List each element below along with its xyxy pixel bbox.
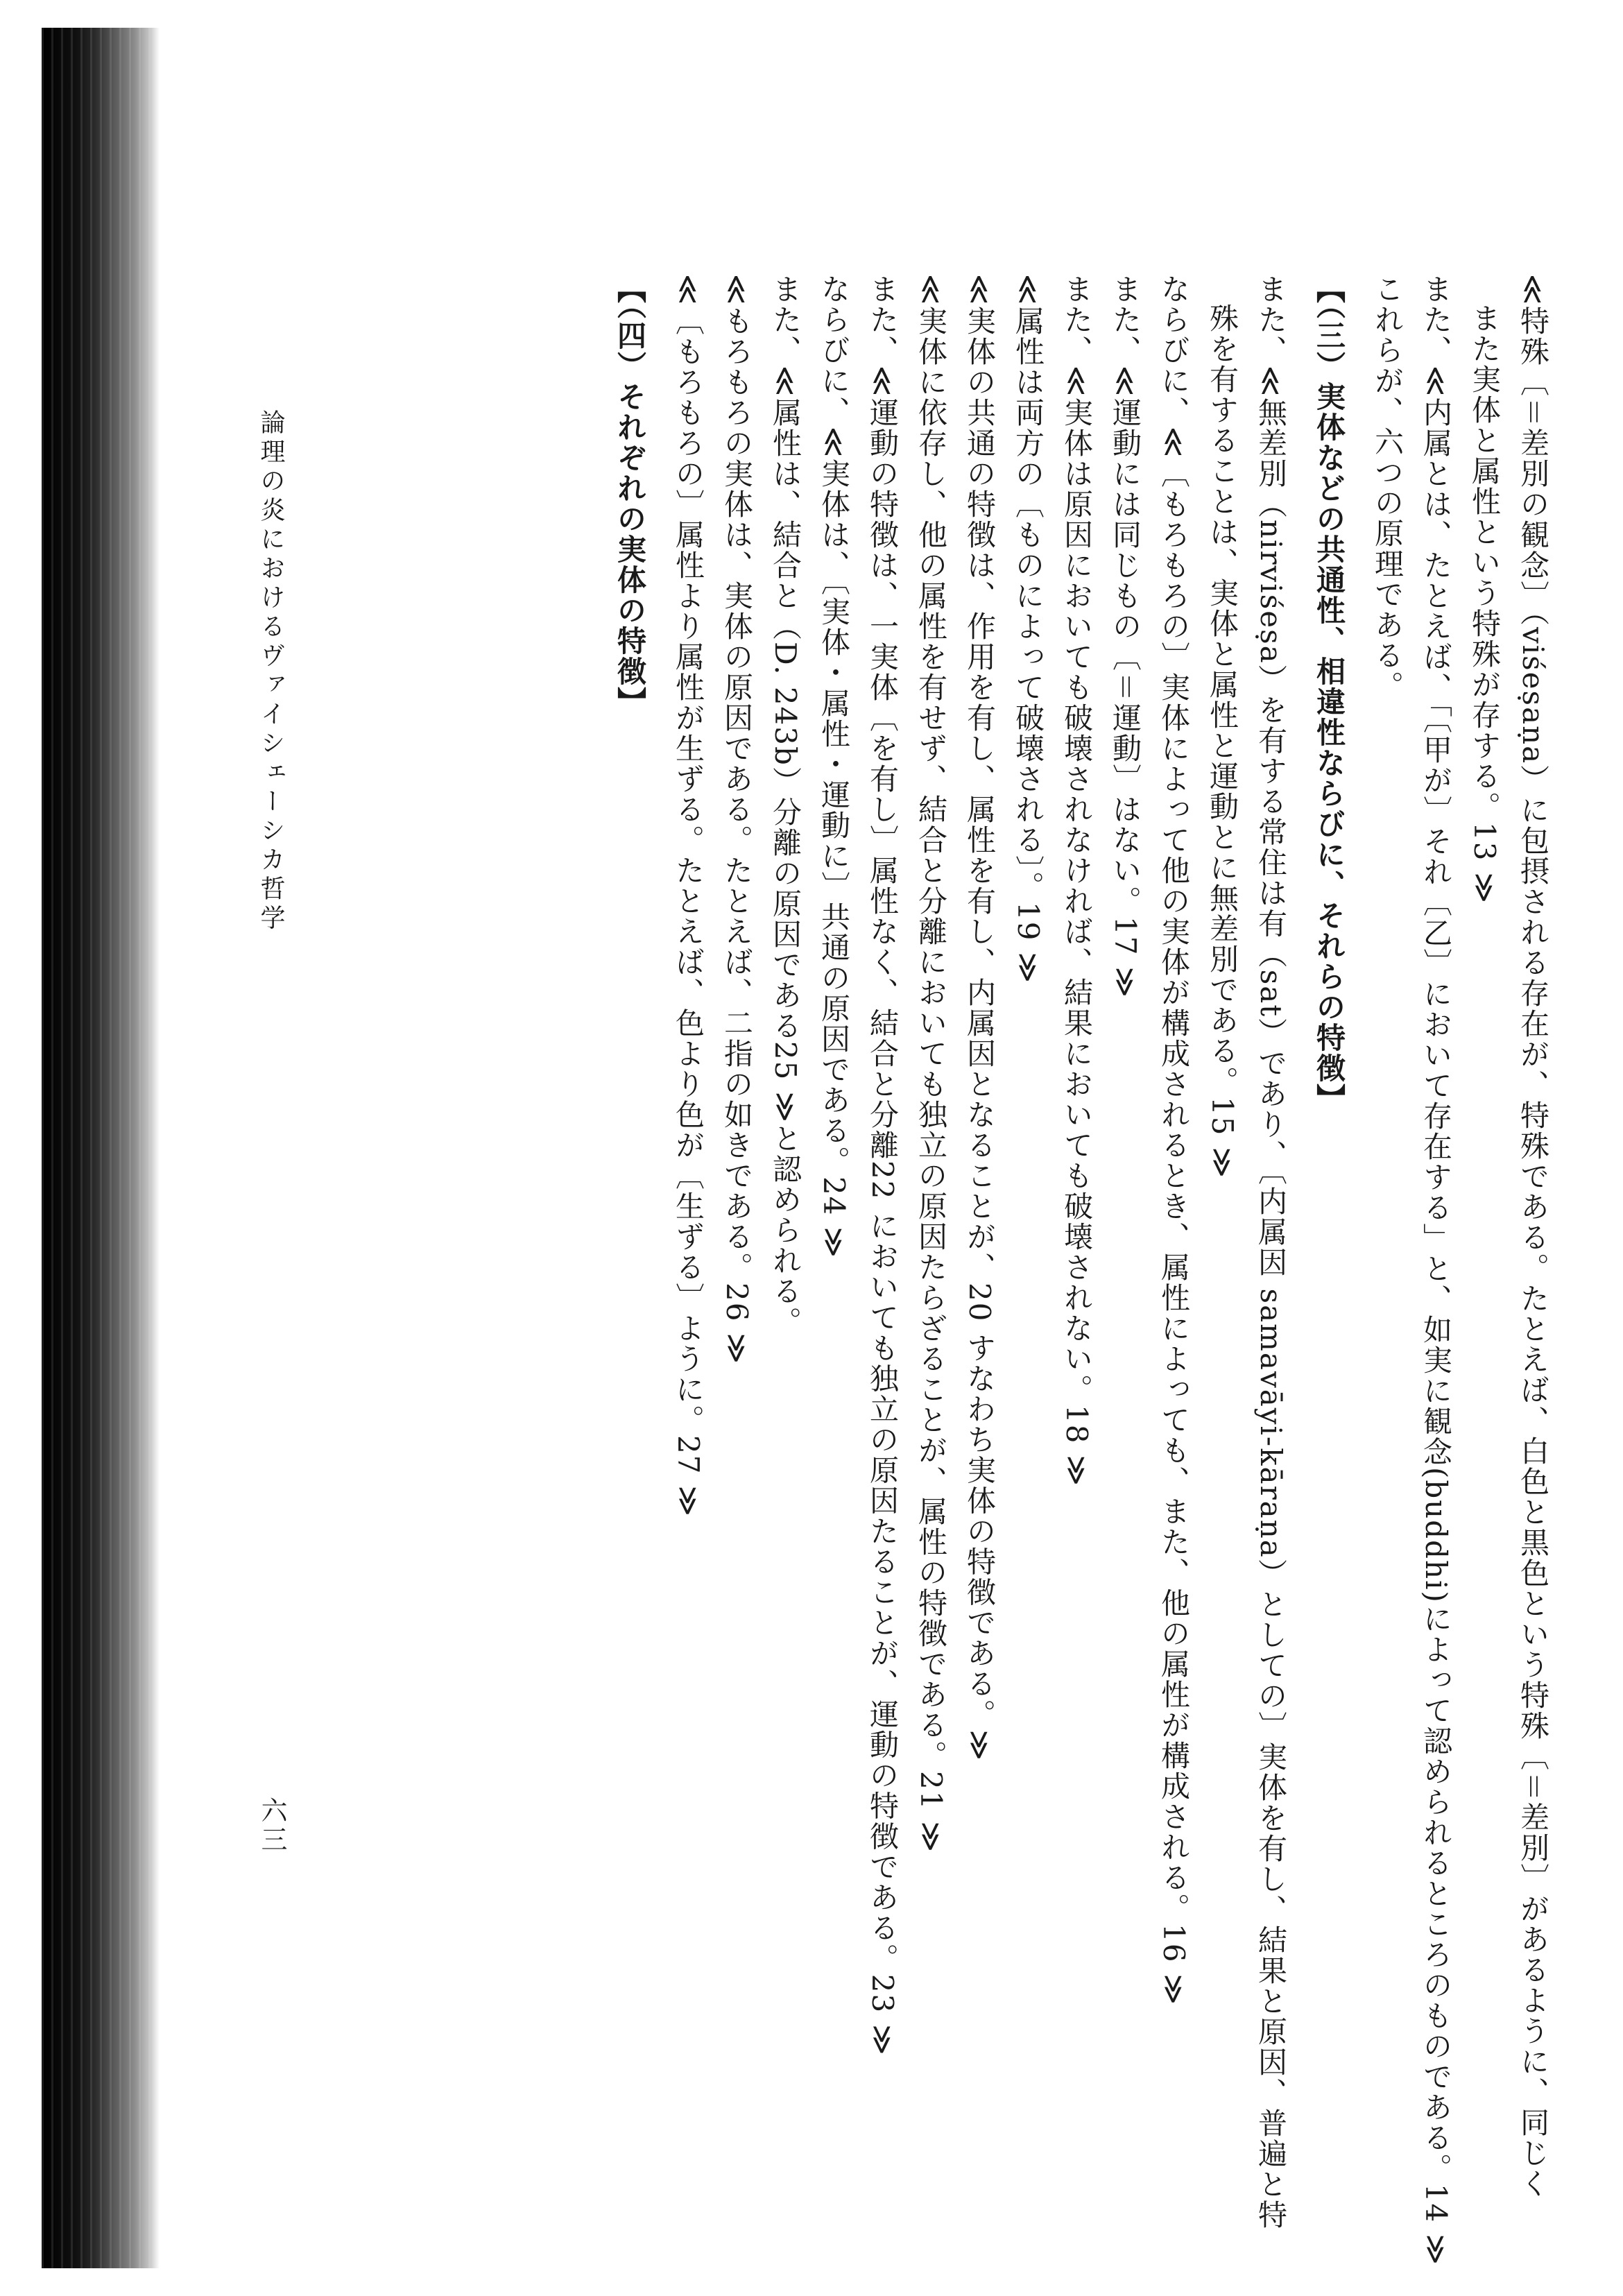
text-line: また、≪内属とは、たとえば、「〔甲が〕それ〔乙〕において存在する」と、如実に観念(buddhi)によって認められるところのものである。14 ≫ [1419, 274, 1453, 2266]
text-line: また、≪運動には同じもの〔＝運動〕はない。17 ≫ [1108, 274, 1142, 999]
text-line: 殊を有することは、実体と属性と運動とに無差別である。15 ≫ [1205, 303, 1239, 1179]
text-line: また、≪運動の特徴は、一実体〔を有し〕属性なく、結合と分離22 においても独立の原因たることが、運動の特徴である。23 ≫ [866, 274, 900, 2057]
text-line: また、≪実体は原因においても破壊されなければ、結果においても破壊されない。18 ≫ [1060, 274, 1094, 1487]
text-line: また実体と属性という特殊が存する。13 ≫ [1468, 303, 1502, 905]
section-heading: 【（四）それぞれの実体の特徴】 [613, 274, 647, 717]
section-heading: 【（三）実体などの共通性、相違性ならびに、それらの特徴】 [1312, 274, 1346, 1114]
main-text [596, 274, 1557, 2286]
text-line: ならびに、≪実体は、〔実体・属性・運動に〕共通の原因である。24 ≫ [817, 274, 851, 1259]
text-line: また、≪無差別（nirviśeṣa）を有する常住は有（sat）であり、〔内属因 samavāyi-kāraṇa）としての〕実体を有し、結果と原因、普遍と特 [1254, 274, 1288, 2230]
text-line: ≪実体に依存し、他の属性を有せず、結合と分離においても独立の原因たらざることが、属性の特徴である。21 ≫ [914, 274, 948, 1853]
running-head: 論理の炎におけるヴァイシェーシカ哲学 [257, 409, 285, 934]
page-number: 六三 [257, 1797, 287, 1855]
text-line: また、≪属性は、結合と（D. 243b）分離の原因である25 ≫と認められる。 [768, 274, 802, 1337]
text-line: ≪実体の共通の特徴は、作用を有し、属性を有し、内属因となることが、20 すなわち実体の特徴である。≫ [963, 274, 997, 1762]
text-line: これらが、六つの原理である。 [1371, 274, 1405, 701]
text-line: ならびに、≪〔もろもろの〕実体によって他の実体が構成されるとき、属性によっても、また、他の属性が構成される。16 ≫ [1157, 274, 1191, 2006]
text-line: ≪特殊〔＝差別の観念〕（viśeṣaṇa）に包摂される存在が、特殊である。たとえば、白色と黒色という特殊〔＝差別〕があるように、同じく [1516, 274, 1550, 2200]
text-line: ≪属性は両方の〔ものによって破壊される〕。19 ≫ [1011, 274, 1045, 984]
text-line: ≪〔もろもろの〕属性より属性が生ずる。たとえば、色より色が〔生ずる〕ように。27 ≫ [671, 274, 705, 1518]
text-line: ≪もろもろの実体は、実体の原因である。たとえば、二指の如きである。26 ≫ [720, 274, 754, 1365]
book-binding-edge [42, 28, 160, 2268]
